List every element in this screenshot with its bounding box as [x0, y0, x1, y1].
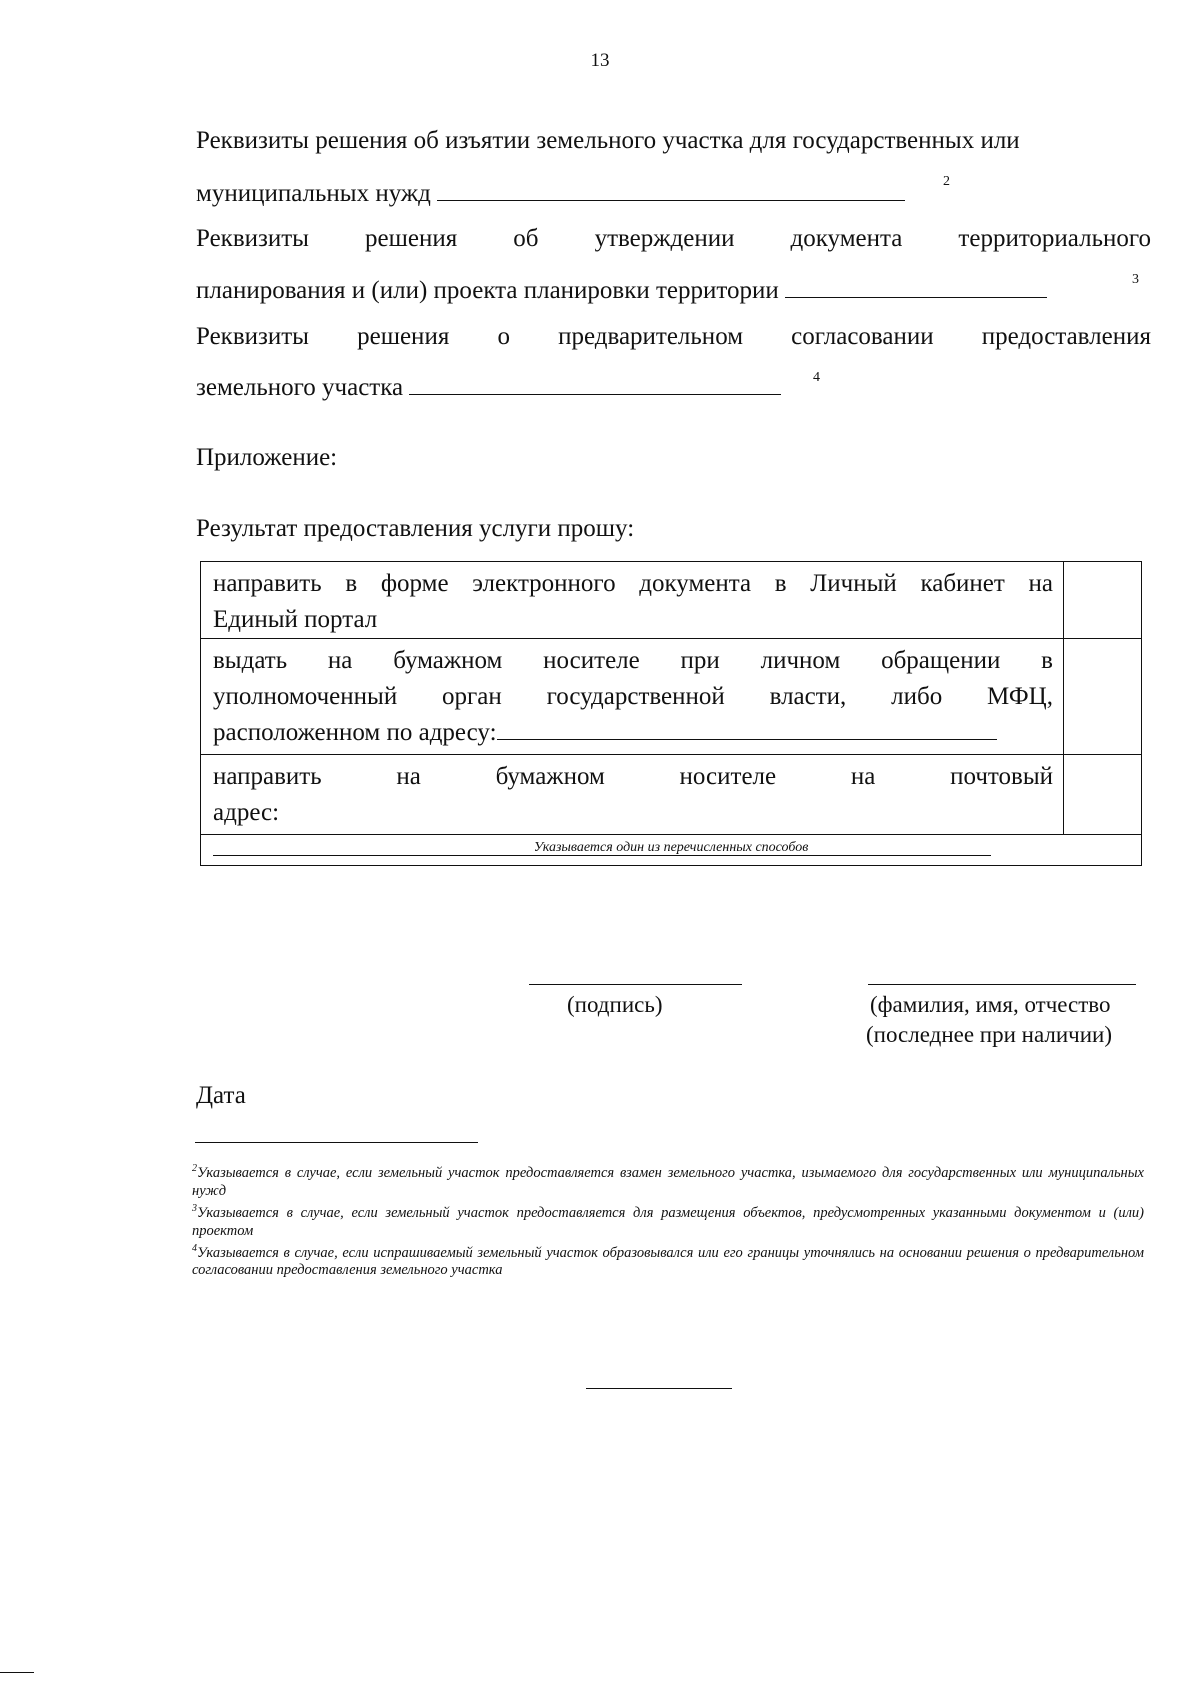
result-option-line: Единый портал — [213, 606, 378, 633]
preliminary-requisites-label: земельного участка — [196, 374, 404, 401]
footnote-number: 2 — [192, 1163, 197, 1174]
result-option-line: выдать на бумажном носителе при личном обращении в — [213, 647, 1053, 674]
office-address-label: расположенном по адресу: — [213, 719, 497, 746]
footnote-ref-4: 4 — [813, 370, 820, 385]
result-option-checkbox[interactable] — [1063, 562, 1141, 638]
footnote-text: Указывается в случае, если испрашиваемый земельный участок образовывался или его границы уточнялись на основании решения о предварительном согласовании предоставления земельного участка — [192, 1244, 1144, 1279]
planning-requisites-line1: Реквизиты решения об утверждении документа территориального — [196, 225, 1151, 252]
result-label: Результат предоставления услуги прошу: — [196, 515, 635, 542]
signature-label: (подпись) — [567, 992, 663, 1017]
planning-requisites-line2 — [196, 275, 1148, 303]
full-name-label-line2: (последнее при наличии) — [866, 1022, 1113, 1047]
scan-corner-mark — [0, 1672, 34, 1673]
preliminary-requisites-field[interactable] — [409, 372, 781, 395]
page-number: 13 — [590, 50, 610, 71]
footnote-2 — [192, 1160, 1144, 1200]
postal-address-label: адрес: — [213, 799, 280, 826]
attachment-label: Приложение: — [196, 444, 338, 471]
result-option-text — [201, 639, 1063, 754]
full-name-label-line1: (фамилия, имя, отчество — [870, 992, 1111, 1017]
preliminary-requisites-line2 — [196, 372, 1148, 400]
result-option-line: направить на бумажном носителе на почтовый — [213, 763, 1053, 790]
result-option-paper-mail — [201, 755, 1141, 834]
result-option-checkbox[interactable] — [1063, 639, 1141, 754]
footnote-3 — [192, 1200, 1144, 1240]
footnote-text: Указывается в случае, если земельный участок предоставляется взамен земельного участка, изымаемого для государственных или муниципальных нужд — [192, 1164, 1144, 1199]
footnote-separator — [195, 1142, 478, 1143]
planning-requisites-field[interactable] — [785, 275, 1047, 298]
full-name-line[interactable] — [868, 984, 1136, 985]
seizure-requisites-field[interactable] — [437, 178, 905, 201]
result-option-text — [201, 755, 1063, 834]
date-label: Дата — [196, 1082, 246, 1109]
result-option-line — [213, 715, 1053, 751]
footnote-4 — [192, 1240, 1144, 1280]
office-address-field[interactable] — [497, 717, 997, 740]
result-option-paper-in-person — [201, 639, 1141, 755]
preliminary-requisites-line1: Реквизиты решения о предварительном согласовании предоставления — [196, 323, 1151, 350]
footnote-number: 3 — [192, 1202, 197, 1214]
footnote-ref-2: 2 — [943, 174, 950, 189]
result-options-note: Указывается один из перечисленных способов — [201, 834, 1141, 865]
result-option-line: уполномоченный орган государственной власти, либо МФЦ, — [213, 683, 1053, 710]
footnote-ref-3: 3 — [1132, 272, 1139, 287]
seizure-requisites-line2 — [196, 178, 1148, 206]
seizure-requisites-line1: Реквизиты решения об изъятии земельного участка для государственных или — [196, 127, 1020, 154]
result-option-text — [201, 562, 1063, 638]
planning-requisites-label: планирования и (или) проекта планировки территории — [196, 277, 779, 304]
end-of-form-rule — [586, 1388, 732, 1389]
result-option-line: направить в форме электронного документа в Личный кабинет на — [213, 570, 1053, 597]
result-options-table — [200, 561, 1142, 866]
footnote-text: Указывается в случае, если земельный участок предоставляется для размещения объектов, предусмотренных указанными документом и (или) проектом — [192, 1204, 1144, 1239]
signature-line[interactable] — [529, 984, 742, 985]
result-option-electronic — [201, 562, 1141, 639]
result-option-checkbox[interactable] — [1063, 755, 1141, 834]
footnotes — [192, 1160, 1144, 1279]
seizure-requisites-label: муниципальных нужд — [196, 180, 431, 207]
footnote-number: 4 — [192, 1242, 197, 1254]
